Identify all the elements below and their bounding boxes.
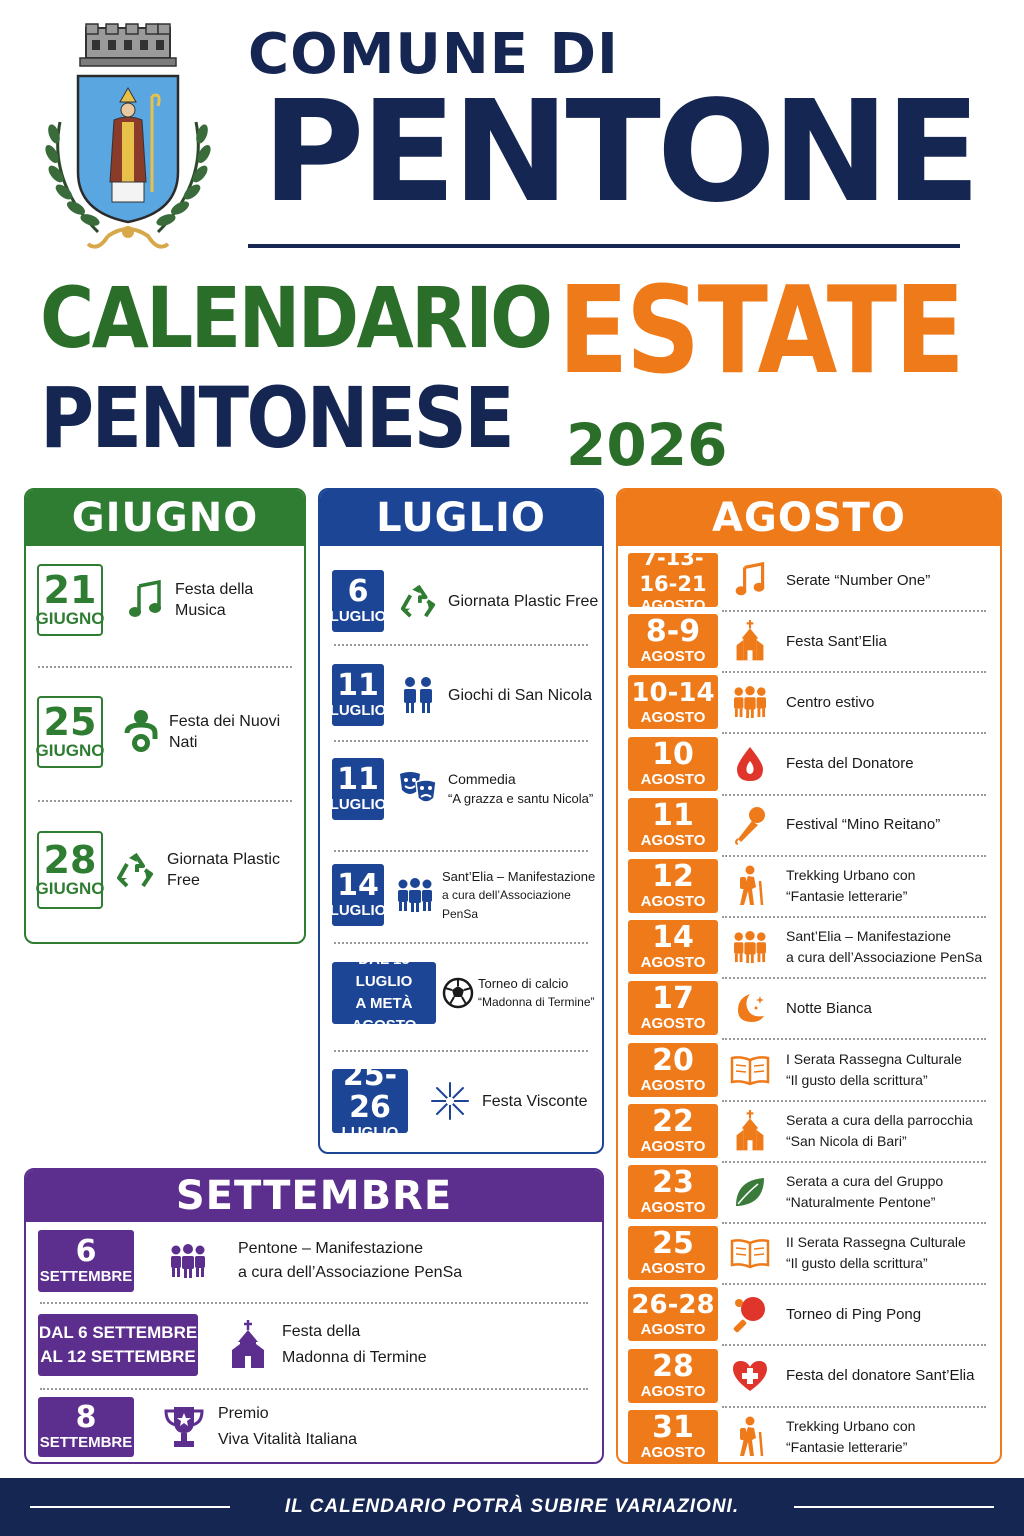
divider xyxy=(722,855,986,857)
moon-stars-icon xyxy=(718,990,782,1026)
divider xyxy=(722,1283,986,1285)
date-badge: 28 AGOSTO xyxy=(628,1349,718,1403)
event-subtitle: a cura dell’Associazione PenSa xyxy=(238,1264,463,1281)
recycle-icon xyxy=(109,850,161,890)
hiker-icon xyxy=(718,1416,782,1458)
soccer-ball-icon xyxy=(440,977,476,1009)
date-badge: 10-14 AGOSTO xyxy=(628,675,718,729)
church-icon xyxy=(220,1320,276,1370)
date-badge: 26-28 AGOSTO xyxy=(628,1287,718,1341)
event-subtitle: “Il gusto della scrittura” xyxy=(786,1071,928,1088)
list-item xyxy=(618,1164,1000,1220)
divider xyxy=(722,1100,986,1102)
divider xyxy=(334,740,588,742)
list-item xyxy=(618,1348,1000,1404)
list-item xyxy=(26,560,304,640)
microphone-icon xyxy=(718,805,782,845)
date-badge: 11 LUGLIO xyxy=(332,664,384,726)
list-item xyxy=(618,613,1000,669)
event-subtitle: “San Nicola di Bari” xyxy=(786,1132,907,1149)
group-icon xyxy=(718,686,782,718)
date-badge: 11 LUGLIO xyxy=(332,758,384,820)
divider xyxy=(40,1302,588,1304)
event-title: I Serata Rassegna Culturale xyxy=(786,1050,962,1067)
date-range-badge: DAL 6 SETTEMBRE AL 12 SETTEMBRE xyxy=(38,1314,198,1376)
event-subtitle: a cura dell’Associazione PenSa xyxy=(442,887,571,921)
date-badge: 8 SETTEMBRE xyxy=(38,1397,134,1457)
date-badge: 21 GIUGNO xyxy=(37,564,103,636)
divider xyxy=(722,671,986,673)
fireworks-icon xyxy=(422,1079,478,1123)
list-item xyxy=(618,546,1000,614)
list-item xyxy=(618,674,1000,730)
event-title: Festa Visconte xyxy=(482,1092,588,1110)
hiker-icon xyxy=(718,865,782,907)
date-badge: 23 AGOSTO xyxy=(628,1165,718,1219)
event-title: Festa del Donatore xyxy=(786,755,914,773)
list-item xyxy=(618,1042,1000,1098)
event-title: Trekking Urbano con xyxy=(786,1417,916,1434)
list-item xyxy=(320,568,602,634)
event-subtitle: “Fantasie letterarie” xyxy=(786,1438,908,1455)
list-item xyxy=(26,1314,602,1376)
divider xyxy=(40,1388,588,1390)
event-title: Festival “Mino Reitano” xyxy=(786,816,941,834)
footer-bar xyxy=(0,1478,1024,1536)
divider xyxy=(38,666,292,668)
divider xyxy=(722,794,986,796)
title-year: 2026 xyxy=(566,411,728,479)
event-title: Serate “Number One” xyxy=(786,571,931,589)
divider xyxy=(722,1161,986,1163)
divider xyxy=(722,610,986,612)
event-title: Trekking Urbano con xyxy=(786,867,916,883)
date-badge: 25 AGOSTO xyxy=(628,1226,718,1280)
agosto-panel xyxy=(616,488,1002,1464)
divider xyxy=(38,800,292,802)
event-title: Festa del donatore Sant’Elia xyxy=(786,1367,975,1385)
group-icon xyxy=(718,931,782,963)
divider xyxy=(334,850,588,852)
music-note-icon xyxy=(117,580,173,620)
divider xyxy=(722,977,986,979)
divider xyxy=(334,1050,588,1052)
header-divider xyxy=(248,244,960,248)
date-badge: 14 AGOSTO xyxy=(628,920,718,974)
event-label: Festa della Musica xyxy=(175,581,254,619)
list-item xyxy=(320,662,602,728)
list-item xyxy=(618,1409,1000,1464)
list-item xyxy=(26,830,304,910)
date-badge: 25 GIUGNO xyxy=(37,696,103,768)
divider xyxy=(722,1406,986,1408)
date-badge: 10 AGOSTO xyxy=(628,737,718,791)
list-item xyxy=(618,858,1000,914)
open-book-icon xyxy=(718,1237,782,1269)
footer-line-left xyxy=(30,1506,230,1508)
parent-child-icon xyxy=(115,709,167,755)
ping-pong-icon xyxy=(718,1295,782,1333)
divider xyxy=(722,1222,986,1224)
date-badge: 12 AGOSTO xyxy=(628,859,718,913)
list-item xyxy=(320,756,602,822)
date-badge: 7-13-16-21 AGOSTO xyxy=(628,553,718,607)
church-icon xyxy=(718,620,782,662)
event-title: II Serata Rassegna Culturale xyxy=(786,1234,966,1251)
recycle-icon xyxy=(394,582,442,620)
event-title: Sant’Elia – Manifestazione xyxy=(442,868,596,884)
two-people-icon xyxy=(394,676,442,714)
event-title: Giochi di San Nicola xyxy=(448,686,593,704)
list-item xyxy=(618,1225,1000,1281)
date-badge: 8-9 AGOSTO xyxy=(628,614,718,668)
agosto-title: AGOSTO xyxy=(618,490,1000,546)
luglio-panel xyxy=(318,488,604,1154)
event-title: Sant’Elia – Manifestazione xyxy=(786,928,951,945)
settembre-panel xyxy=(24,1168,604,1464)
date-badge: 11 AGOSTO xyxy=(628,798,718,852)
giugno-title: GIUGNO xyxy=(26,490,304,546)
divider xyxy=(722,916,986,918)
list-item xyxy=(618,1286,1000,1342)
event-subtitle: Madonna di Termine xyxy=(282,1349,427,1366)
list-item xyxy=(320,1058,602,1141)
event-subtitle: “Naturalmente Pentone” xyxy=(786,1194,936,1210)
group-icon xyxy=(160,1244,216,1278)
list-item xyxy=(618,797,1000,853)
event-title: Notte Bianca xyxy=(786,999,872,1017)
list-item xyxy=(320,862,602,928)
event-title: Pentone – Manifestazione xyxy=(238,1240,424,1257)
group-icon xyxy=(392,878,438,912)
list-item xyxy=(26,1230,602,1292)
event-title: Torneo di calcio xyxy=(478,976,569,991)
list-item xyxy=(618,919,1000,975)
theater-masks-icon xyxy=(394,770,442,808)
event-title: Giornata Plastic Free xyxy=(448,592,599,610)
date-badge: 17 AGOSTO xyxy=(628,981,718,1035)
date-badge: 31 AGOSTO xyxy=(628,1410,718,1464)
event-label: Festa dei Nuovi Nati xyxy=(169,713,281,751)
header-comune-di: COMUNE DI xyxy=(248,22,619,87)
event-title: Serata a cura della parrocchia xyxy=(786,1111,973,1128)
divider xyxy=(334,644,588,646)
event-title: Torneo di Ping Pong xyxy=(786,1305,922,1323)
event-subtitle: “Madonna di Termine” xyxy=(478,995,595,1009)
list-item xyxy=(618,1103,1000,1159)
footer-line-right xyxy=(794,1506,994,1508)
date-badge: 6 SETTEMBRE xyxy=(38,1230,134,1292)
event-title: Centro estivo xyxy=(786,693,875,711)
list-item xyxy=(618,736,1000,792)
event-title: Premio xyxy=(218,1405,269,1422)
date-badge: 25-26 LUGLIO xyxy=(332,1069,408,1133)
date-range-badge: DAL 15 LUGLIO A METÀ AGOSTO xyxy=(332,962,436,1024)
divider xyxy=(334,942,588,944)
church-icon xyxy=(718,1110,782,1152)
event-title: Serata a cura del Gruppo xyxy=(786,1173,944,1189)
header-pentone: PENTONE xyxy=(262,71,977,234)
coat-of-arms-logo xyxy=(38,22,218,262)
list-item xyxy=(26,692,304,772)
music-note-icon xyxy=(718,562,782,598)
divider xyxy=(722,1038,986,1040)
event-label: Giornata Plastic Free xyxy=(167,851,280,889)
date-badge: 6 LUGLIO xyxy=(332,570,384,632)
list-item xyxy=(320,951,602,1034)
settembre-title: SETTEMBRE xyxy=(26,1170,602,1222)
list-item xyxy=(618,980,1000,1036)
luglio-title: LUGLIO xyxy=(320,490,602,546)
date-badge: 22 AGOSTO xyxy=(628,1104,718,1158)
list-item xyxy=(26,1396,602,1458)
event-title: Commedia xyxy=(448,771,516,787)
footer-notice: IL CALENDARIO POTRÀ SUBIRE VARIAZIONI. xyxy=(284,1496,740,1517)
date-badge: 14 LUGLIO xyxy=(332,864,384,926)
title-pentonese: PENTONESE xyxy=(40,369,513,467)
date-badge: 20 AGOSTO xyxy=(628,1043,718,1097)
date-badge: 28 GIUGNO xyxy=(37,831,103,909)
trophy-icon xyxy=(156,1405,212,1449)
event-title: Festa Sant’Elia xyxy=(786,632,887,650)
divider xyxy=(722,732,986,734)
title-calendario: CALENDARIO xyxy=(40,269,551,367)
event-title: Festa della xyxy=(282,1323,361,1340)
event-subtitle: “Il gusto della scrittura” xyxy=(786,1255,928,1272)
open-book-icon xyxy=(718,1054,782,1086)
event-subtitle: Viva Vitalità Italiana xyxy=(218,1431,358,1448)
giugno-panel xyxy=(24,488,306,944)
leaf-icon xyxy=(718,1174,782,1210)
blood-drop-icon xyxy=(718,745,782,783)
divider xyxy=(722,1344,986,1346)
title-estate: ESTATE xyxy=(558,262,963,401)
event-subtitle: “A grazza e santu Nicola” xyxy=(448,791,594,806)
event-subtitle: a cura dell’Associazione PenSa xyxy=(786,949,983,966)
heart-cross-icon xyxy=(718,1359,782,1393)
event-subtitle: “Fantasie letterarie” xyxy=(786,888,908,904)
